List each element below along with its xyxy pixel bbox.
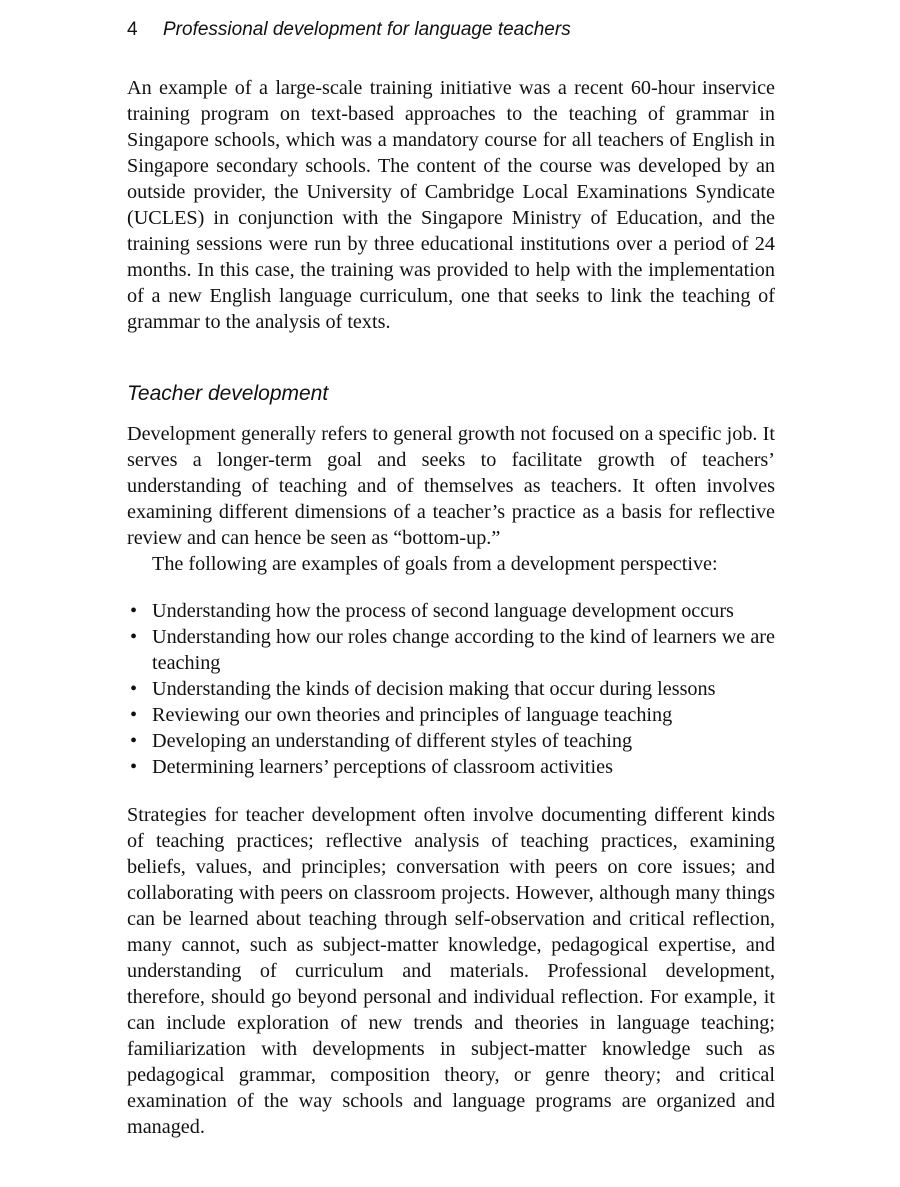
list-item [127, 754, 775, 780]
bullet-icon: • [130, 678, 138, 700]
book-title: Professional development for language teachers [163, 19, 571, 40]
list-item [127, 676, 775, 702]
list-item-text: Understanding how our roles change according to the kind of learners we are teaching [152, 626, 775, 674]
goals-bullet-list [127, 598, 775, 780]
list-item [127, 702, 775, 728]
list-item-text: Understanding how the process of second language development occurs [152, 600, 734, 622]
bullet-icon: • [130, 704, 138, 726]
bullet-icon: • [130, 756, 138, 778]
list-item [127, 728, 775, 754]
paragraph-development-definition: Development generally refers to general growth not focused on a specific job. It serves a longer-term goal and seeks to facilitate growth of teachers’ understanding of teaching and of themselves as teachers. It often involves examining different dimensions of a teacher’s practice as a basis for reflective review and can hence be seen as “bottom-up.” [127, 423, 775, 549]
paragraph-goals-intro: The following are examples of goals from a development perspective: [152, 553, 718, 575]
list-item-text: Reviewing our own theories and principles of language teaching [152, 704, 673, 726]
list-item-text: Understanding the kinds of decision making that occur during lessons [152, 678, 716, 700]
bullet-icon: • [130, 626, 138, 648]
paragraph-development-strategies: Strategies for teacher development often involve documenting different kinds of teaching practices; reflective analysis of teaching practices, examining beliefs, values, and principles; conversation with peers on core issues; and collaborating with peers on classroom projects. However, although many things can be learned about teaching through self-observation and critical reflection, many cannot, such as subject-matter knowledge, pedagogical expertise, and understanding of curriculum and materials. Professional development, therefore, should go beyond personal and individual reflection. For example, it can include exploration of new trends and theories in language teaching; familiarization with developments in subject-matter knowledge such as pedagogical grammar, composition theory, or genre theory; and critical examination of the way schools and language programs are organized and managed. [127, 804, 775, 1138]
paragraph-training-initiative: An example of a large-scale training initiative was a recent 60-hour inservice training program on text-based approaches to the teaching of grammar in Singapore schools, which was a mandatory course for all teachers of English in Singapore secondary schools. The content of the course was developed by an outside provider, the University of Cambridge Local Examinations Syndicate (UCLES) in conjunction with the Singapore Ministry of Education, and the training sessions were run by three educational institutions over a period of 24 months. In this case, the training was provided to help with the implementation of a new English language curriculum, one that seeks to link the teaching of grammar to the analysis of texts. [127, 77, 775, 333]
section-heading: Teacher development [127, 382, 329, 405]
bullet-icon: • [130, 730, 138, 752]
list-item [127, 598, 775, 624]
bullet-icon: • [130, 600, 138, 622]
list-item [127, 624, 775, 676]
list-item-text: Determining learners’ perceptions of classroom activities [152, 756, 613, 778]
list-item-text: Developing an understanding of different styles of teaching [152, 730, 633, 752]
running-head [127, 18, 571, 42]
page-number: 4 [127, 19, 138, 40]
